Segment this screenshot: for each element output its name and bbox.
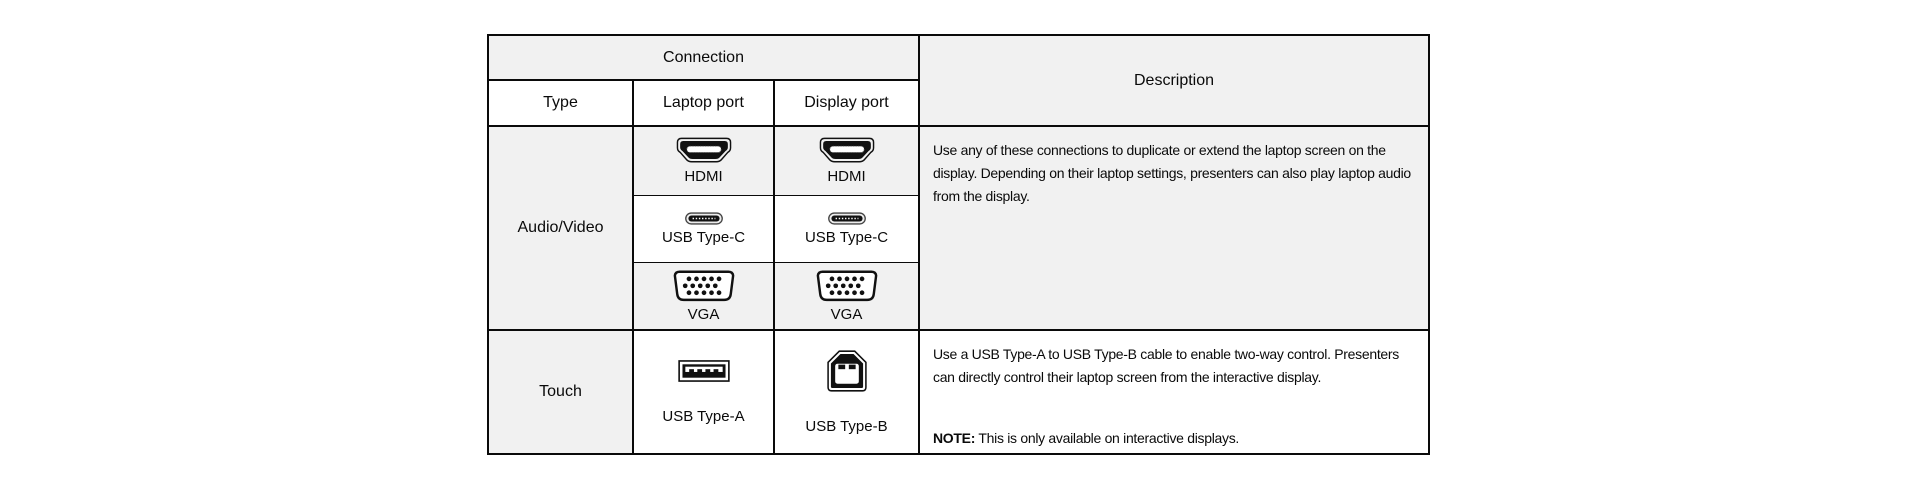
- connection-header-label: Connection: [663, 48, 744, 66]
- hdmi-icon: [675, 137, 733, 164]
- vga-laptop-port-cell: [634, 263, 775, 331]
- usb-c-display-port-cell: [775, 196, 920, 263]
- usb-a-icon: [678, 360, 730, 382]
- laptop-port-header-cell: [634, 81, 775, 127]
- vga-display-port-cell: [775, 263, 920, 331]
- touch-description-cell: [920, 331, 1428, 453]
- usb-c-icon: [828, 212, 866, 225]
- display-port-header-cell: [775, 81, 920, 127]
- connection-header-cell: [489, 36, 920, 81]
- description-header-label: Description: [1133, 71, 1215, 89]
- type-header-cell: [489, 81, 634, 127]
- type-header-label: Type: [543, 94, 578, 111]
- touch-description-text: Use a USB Type-A to USB Type-B cable to enable two-way control. Presenters can directly control their laptop screen from the interactive display.: [933, 346, 1399, 385]
- port-label: USB Type-C: [804, 229, 889, 246]
- usb-c-icon: [685, 212, 723, 225]
- port-label: HDMI: [827, 168, 866, 185]
- vga-icon: [673, 270, 735, 302]
- touch-type-cell: [489, 331, 634, 453]
- vga-icon: [816, 270, 878, 302]
- port-label: VGA: [687, 305, 720, 323]
- port-label: USB Type-C: [661, 229, 746, 246]
- port-label: USB Type-B: [805, 417, 888, 435]
- port-label: USB Type-A: [662, 407, 745, 425]
- touch-type-label: Touch: [539, 383, 582, 400]
- usb-b-display-port-cell: [775, 331, 920, 453]
- usb-a-laptop-port-cell: [634, 331, 775, 453]
- audio-video-description-text: Use any of these connections to duplicate or extend the laptop screen on the display. Depending on their laptop settings, presenters can also play laptop audio from the display.: [933, 142, 1411, 204]
- connection-table: [487, 34, 1430, 455]
- hdmi-display-port-cell: [775, 127, 920, 196]
- laptop-port-header-label: Laptop port: [663, 94, 744, 111]
- audio-video-description-cell: [920, 127, 1428, 331]
- port-label: HDMI: [684, 168, 723, 185]
- note-text: This is only available on interactive displays.: [978, 430, 1239, 446]
- port-label: VGA: [830, 305, 863, 323]
- usb-b-icon: [827, 350, 867, 392]
- audio-video-type-cell: [489, 127, 634, 331]
- description-header-cell: [920, 36, 1428, 127]
- hdmi-laptop-port-cell: [634, 127, 775, 196]
- audio-video-type-label: Audio/Video: [517, 219, 604, 236]
- usb-c-laptop-port-cell: [634, 196, 775, 263]
- display-port-header-label: Display port: [804, 94, 889, 111]
- note-label: NOTE:: [933, 430, 976, 446]
- hdmi-icon: [818, 137, 876, 164]
- touch-note: [933, 427, 1239, 450]
